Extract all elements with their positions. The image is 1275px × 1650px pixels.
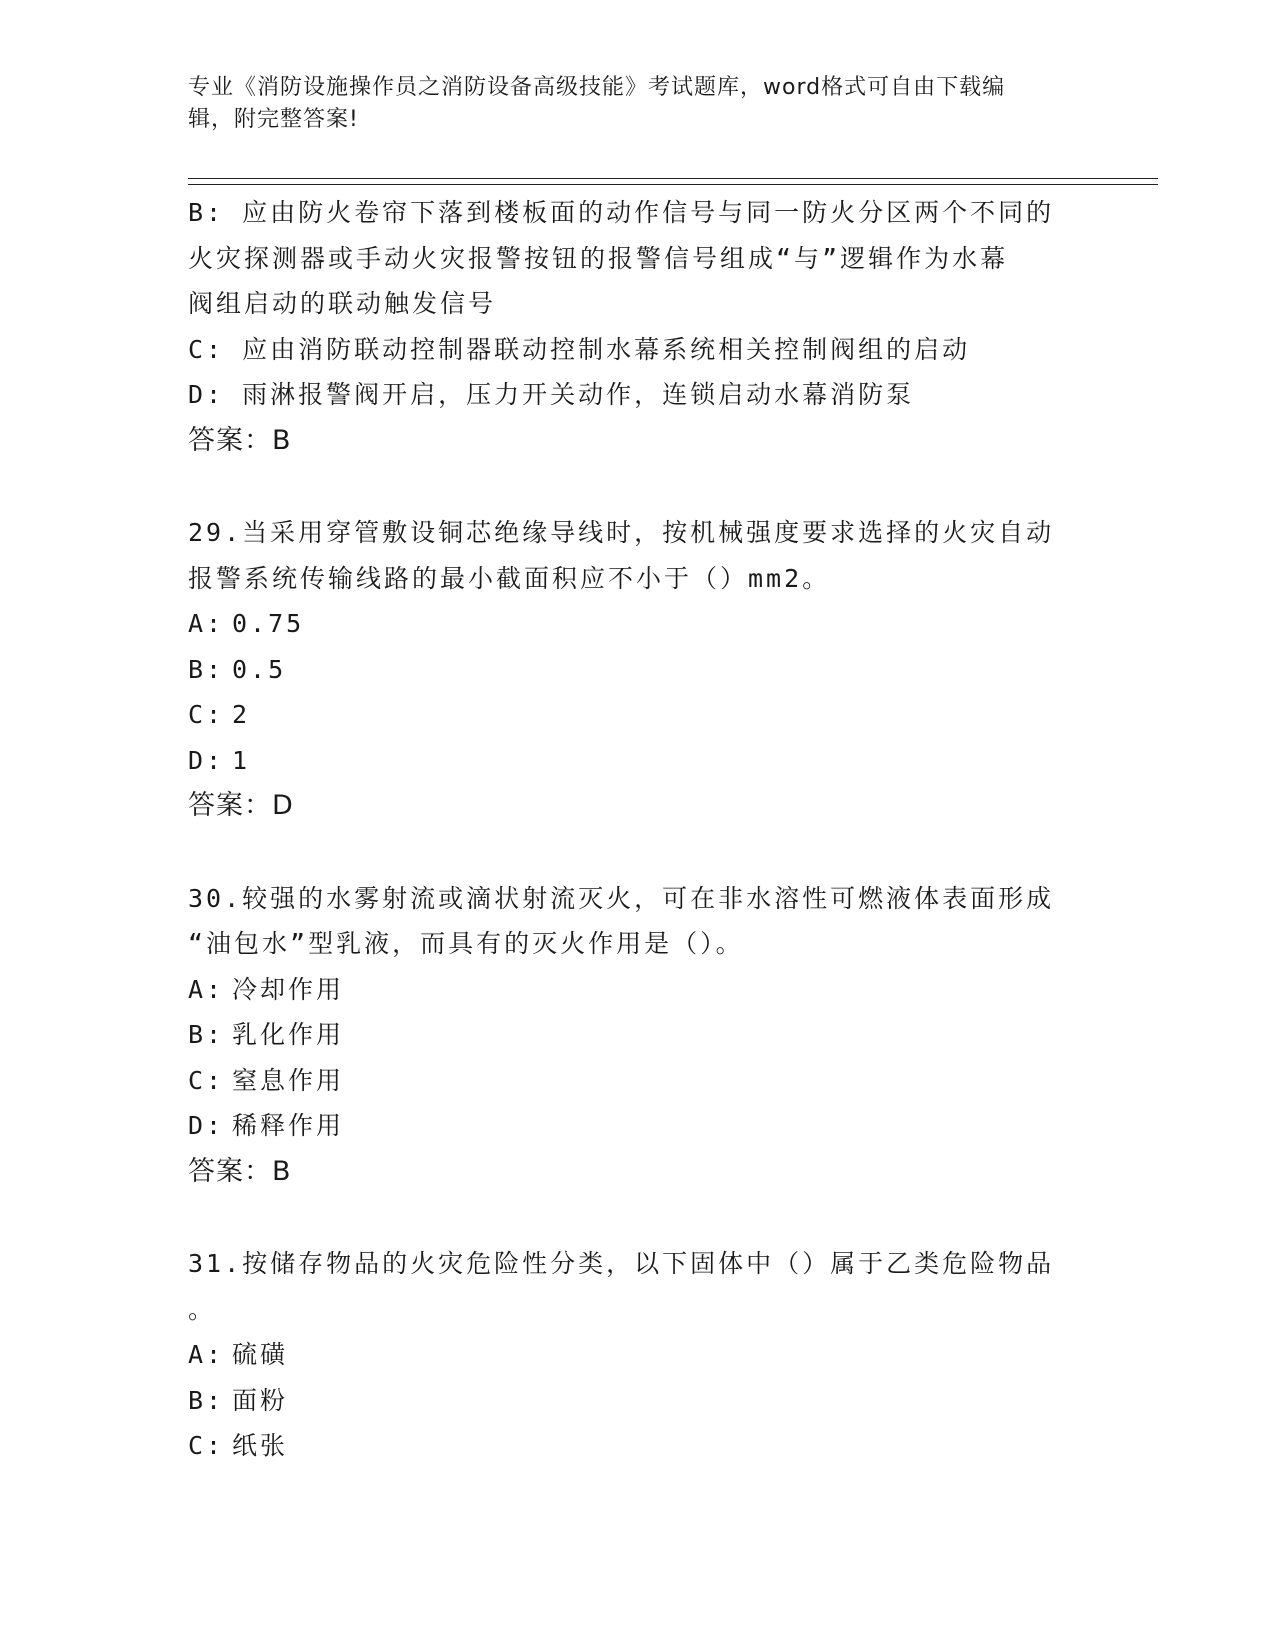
header-line-1: 专业《消防设施操作员之消防设备高级技能》考试题库，word格式可自由下载编 xyxy=(188,75,1006,100)
question-29 xyxy=(188,510,1088,829)
question-stem: 。 xyxy=(188,1294,217,1324)
option-b: B: 面粉 xyxy=(188,1385,289,1415)
question-31 xyxy=(188,1241,1088,1469)
document-header xyxy=(188,72,1088,136)
option-d: D: 稀释作用 xyxy=(188,1111,345,1140)
question-stem: 30.较强的水雾射流或滴状射流灭火，可在非水溶性可燃液体表面形成 xyxy=(188,883,1055,913)
option-line: 火灾探测器或手动火灾报警按钮的报警信号组成“与”逻辑作为水幕 xyxy=(188,243,1009,273)
answer-line: 答案：B xyxy=(188,1155,292,1187)
question-stem: 31.按储存物品的火灾危险性分类，以下固体中（）属于乙类危险物品 xyxy=(188,1249,1055,1278)
option-line: B: 应由防火卷帘下落到楼板面的动作信号与同一防火分区两个不同的 xyxy=(188,198,1055,227)
question-stem: “油包水”型乳液，而具有的灭火作用是（）。 xyxy=(188,929,744,958)
option-a: A: 0.75 xyxy=(188,609,305,638)
option-line: D: 雨淋报警阀开启，压力开关动作，连锁启动水幕消防泵 xyxy=(188,380,915,409)
option-line: 阀组启动的联动触发信号 xyxy=(188,289,497,318)
question-30 xyxy=(188,876,1088,1195)
option-a: A: 硫磺 xyxy=(188,1340,289,1369)
question-list xyxy=(188,190,1088,1469)
header-line-2: 辑，附完整答案! xyxy=(188,107,359,132)
answer-line: 答案：D xyxy=(188,790,294,821)
option-b: B: 乳化作用 xyxy=(188,1020,345,1049)
option-c: C: 2 xyxy=(188,700,251,729)
header-divider-top xyxy=(188,178,1158,179)
option-c: C: 纸张 xyxy=(188,1431,289,1460)
prev-question-block xyxy=(188,190,1088,463)
option-a: A: 冷却作用 xyxy=(188,974,345,1004)
option-d: D: 1 xyxy=(188,745,251,775)
option-c: C: 窒息作用 xyxy=(188,1065,345,1095)
question-stem: 29.当采用穿管敷设铜芯绝缘导线时，按机械强度要求选择的火灾自动 xyxy=(188,518,1055,547)
header-divider-bottom xyxy=(188,184,1158,185)
answer-line: 答案：B xyxy=(188,424,292,456)
question-stem: 报警系统传输线路的最小截面积应不小于（）mm2。 xyxy=(188,563,831,593)
option-b: B: 0.5 xyxy=(188,654,287,684)
option-line: C: 应由消防联动控制器联动控制水幕系统相关控制阀组的启动 xyxy=(188,334,971,364)
